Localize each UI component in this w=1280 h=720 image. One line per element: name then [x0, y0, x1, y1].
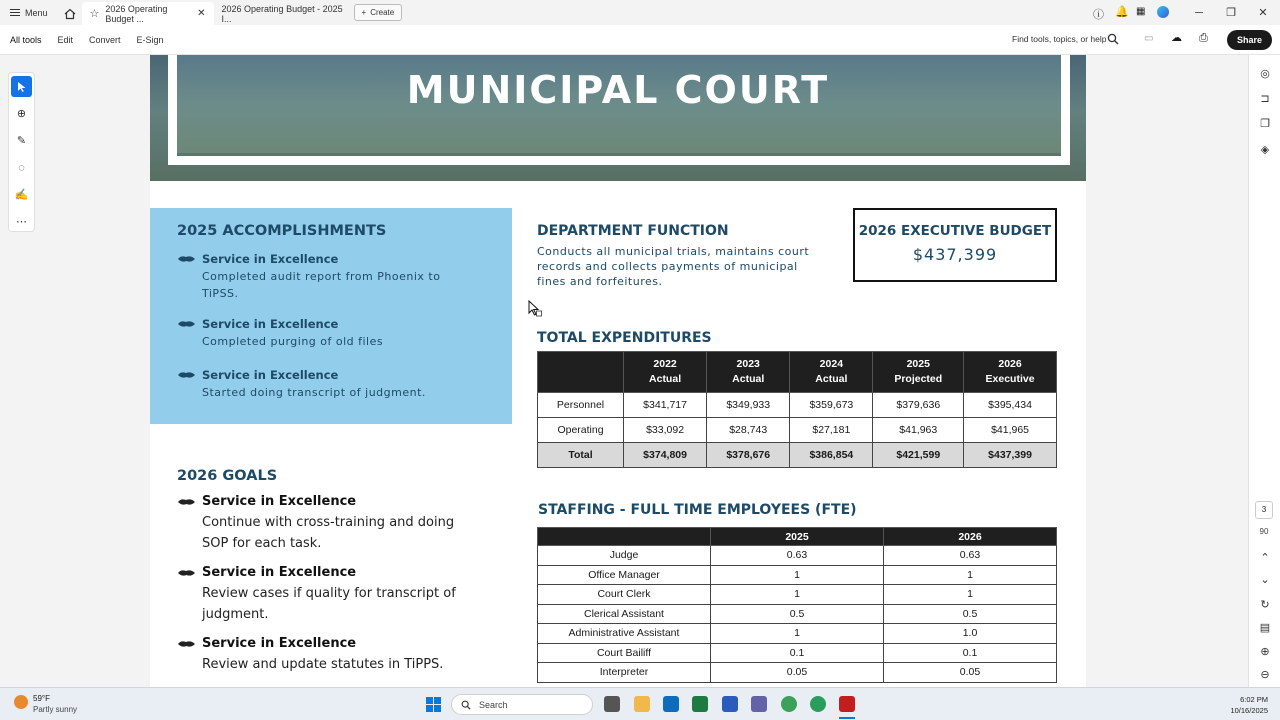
star-icon: ☆	[89, 8, 100, 20]
goal-desc: Review and update statutes in TiPPS.	[202, 657, 444, 672]
tab-label: Convert	[89, 34, 121, 45]
table-cell: 0.63	[884, 546, 1057, 566]
help-icon[interactable]: ⓘ	[1093, 9, 1104, 21]
tab-operating-budget[interactable]	[82, 2, 214, 25]
table-cell: $341,717	[624, 393, 707, 418]
table-row	[538, 565, 1057, 585]
table-cell: $374,809	[624, 443, 707, 468]
select-tool-button[interactable]	[11, 76, 32, 97]
mouse-cursor-icon	[528, 300, 542, 318]
staffing-heading: STAFFING - FULL TIME EMPLOYEES (FTE)	[538, 502, 857, 518]
accomplishment-item	[177, 317, 497, 350]
table-header: 2026	[884, 528, 1057, 546]
executive-budget-box	[853, 208, 1057, 282]
chevron-down-icon[interactable]: ⌄	[1260, 574, 1270, 586]
word-icon[interactable]	[722, 696, 738, 712]
tab-label: All tools	[10, 34, 42, 45]
staffing-table	[537, 527, 1057, 683]
goal-item	[177, 636, 497, 675]
row-label: Operating	[538, 418, 624, 443]
chrome-icon[interactable]	[810, 696, 826, 712]
tab-edit[interactable]	[50, 25, 82, 55]
department-function-text	[537, 244, 837, 289]
notification-bell-icon[interactable]: 🔔	[1115, 6, 1129, 18]
refresh-icon[interactable]: ↻	[1260, 599, 1270, 611]
goal-item	[177, 494, 497, 554]
pencil-icon: ✎	[16, 135, 27, 147]
handshake-icon	[177, 568, 196, 578]
print-icon[interactable]: ⎙	[1199, 32, 1208, 44]
clock-time: 6:02 PM	[1240, 695, 1268, 704]
row-label: Office Manager	[538, 565, 711, 585]
zoom-comment-icon: ⊕	[16, 108, 27, 120]
table-cell: $421,599	[873, 443, 964, 468]
more-tools-button[interactable]	[11, 211, 32, 232]
tool-rail	[8, 72, 35, 232]
handshake-icon	[177, 497, 196, 507]
table-row	[538, 643, 1057, 663]
page-number-input[interactable]: 3	[1255, 501, 1273, 519]
search-icon	[461, 700, 471, 710]
goal-item	[177, 565, 497, 625]
tab-label: E-Sign	[136, 34, 164, 45]
close-tab-icon[interactable]: ✕	[197, 8, 206, 19]
table-row-total	[538, 443, 1057, 468]
table-row	[538, 663, 1057, 683]
hamburger-icon	[10, 9, 20, 16]
goal-title: Service in Excellence	[202, 636, 357, 651]
browser-tab-bar	[0, 0, 1280, 25]
table-header: 2025	[711, 528, 884, 546]
table-cell: 0.1	[711, 643, 884, 663]
find-tools-search[interactable]: Find tools, topics, or help	[1012, 34, 1107, 44]
table-cell: 1	[884, 585, 1057, 605]
table-row	[538, 393, 1057, 418]
table-cell: $41,963	[873, 418, 964, 443]
table-row	[538, 624, 1057, 644]
minimize-button[interactable]: ─	[1195, 6, 1203, 19]
comment-icon[interactable]: ◎	[1260, 68, 1270, 80]
accomplishment-title: Service in Excellence	[202, 252, 339, 266]
table-cell: $378,676	[707, 443, 790, 468]
clock-date: 10/16/2025	[1230, 706, 1268, 715]
create-button[interactable]	[354, 4, 403, 21]
search-label: Search	[479, 699, 508, 710]
table-cell: $41,965	[964, 418, 1057, 443]
accomplishment-item	[177, 252, 497, 302]
page-count: 90	[1259, 527, 1269, 536]
accomplishment-desc: Started doing transcript of judgment.	[202, 386, 426, 399]
weather-icon[interactable]	[14, 695, 28, 709]
tab-convert[interactable]	[81, 25, 129, 55]
table-cell: $28,743	[707, 418, 790, 443]
table-cell: 1	[711, 585, 884, 605]
tab-label: 2026 Operating Budget ...	[105, 3, 168, 24]
more-icon: ⋯	[16, 216, 27, 228]
function-line: Conducts all municipal trials, maintains court	[537, 245, 810, 258]
accomplishment-title: Service in Excellence	[202, 368, 339, 382]
table-row	[538, 418, 1057, 443]
goals-heading: 2026 GOALS	[177, 468, 278, 484]
accomplishment-desc: TiPSS.	[202, 287, 239, 300]
sign-tool-button[interactable]	[11, 184, 32, 205]
table-cell: $359,673	[790, 393, 873, 418]
cursor-arrow-icon	[17, 81, 27, 93]
table-cell: 1	[884, 565, 1057, 585]
table-header: 2024 Actual	[790, 352, 873, 393]
chevron-up-icon[interactable]: ⌃	[1260, 552, 1270, 564]
table-cell: 1	[711, 624, 884, 644]
accomplishments-panel	[150, 208, 512, 424]
document-icon[interactable]: ▤	[1259, 622, 1271, 634]
task-view-icon[interactable]	[604, 696, 620, 712]
table-cell: 1	[711, 565, 884, 585]
close-window-button[interactable]: ✕	[1258, 7, 1268, 19]
restore-button[interactable]: ❐	[1226, 7, 1236, 19]
right-panel-rail	[1248, 55, 1280, 687]
table-cell: 0.05	[884, 663, 1057, 683]
table-cell: $386,854	[790, 443, 873, 468]
menu-button[interactable]	[0, 0, 58, 25]
goal-desc: SOP for each task.	[202, 536, 322, 551]
tab-label: 2026 Operating Budget - 2025 I...	[221, 3, 343, 24]
table-header: 2023 Actual	[707, 352, 790, 393]
table-row	[538, 604, 1057, 624]
executive-budget-amount: $437,399	[912, 245, 998, 264]
taskbar-search[interactable]	[451, 694, 593, 715]
handshake-icon	[177, 639, 196, 649]
acrobat-toolbar	[0, 25, 1280, 55]
profile-avatar-icon[interactable]	[1157, 6, 1169, 18]
apps-grid-icon[interactable]: ▦	[1136, 6, 1146, 17]
lasso-tool-button[interactable]	[11, 157, 32, 178]
tab-operating-budget-2025[interactable]	[214, 2, 354, 25]
tab-label: Edit	[57, 34, 74, 45]
zoom-in-icon[interactable]: ⊕	[1260, 646, 1270, 658]
handshake-icon	[177, 370, 196, 380]
acrobat-icon[interactable]	[839, 696, 855, 712]
zoom-tool-button[interactable]	[11, 103, 32, 124]
table-cell: $437,399	[964, 443, 1057, 468]
windows-start-icon[interactable]	[426, 697, 441, 712]
table-cell: 0.5	[711, 604, 884, 624]
handshake-icon	[177, 319, 196, 329]
function-line: fines and forfeitures.	[537, 275, 663, 288]
search-icon[interactable]	[1107, 33, 1119, 45]
weather-desc: Partly sunny	[33, 705, 78, 714]
total-expenditures-heading: TOTAL EXPENDITURES	[537, 330, 712, 346]
create-label: Create	[370, 8, 395, 17]
table-row	[538, 546, 1057, 566]
save-icon[interactable]: ▭	[1144, 33, 1154, 44]
upload-cloud-icon[interactable]: ☁	[1171, 32, 1182, 44]
row-label: Administrative Assistant	[538, 624, 711, 644]
plus-icon: +	[361, 8, 367, 17]
table-cell: 0.5	[884, 604, 1057, 624]
accomplishment-desc: Completed purging of old files	[202, 335, 384, 348]
row-label: Judge	[538, 546, 711, 566]
table-cell: $27,181	[790, 418, 873, 443]
signature-icon: ✍	[14, 189, 29, 201]
table-cell: 0.05	[711, 663, 884, 683]
table-cell: $379,636	[873, 393, 964, 418]
tab-e-sign[interactable]	[129, 25, 172, 55]
menu-label: Menu	[25, 7, 48, 18]
table-cell: 0.1	[884, 643, 1057, 663]
excel-icon[interactable]	[692, 696, 708, 712]
goal-title: Service in Excellence	[202, 565, 357, 580]
bookmark-icon[interactable]: ⊐	[1260, 93, 1270, 105]
row-label: Personnel	[538, 393, 624, 418]
row-label: Court Bailiff	[538, 643, 711, 663]
table-cell: $33,092	[624, 418, 707, 443]
function-line: records and collects payments of municipal	[537, 260, 798, 273]
pdf-page	[150, 55, 1086, 687]
goal-desc: Continue with cross-training and doing	[202, 515, 455, 530]
row-label: Total	[538, 443, 624, 468]
tab-all-tools[interactable]	[0, 25, 50, 55]
table-header-blank	[538, 528, 711, 546]
table-header-blank	[538, 352, 624, 393]
goal-desc: Review cases if quality for transcript of	[202, 586, 456, 601]
draw-tool-button[interactable]	[11, 130, 32, 151]
weather-temp: 59°F	[33, 694, 50, 703]
share-button[interactable]: Share	[1227, 30, 1272, 50]
active-app-indicator	[839, 717, 855, 719]
department-function-heading: DEPARTMENT FUNCTION	[537, 223, 729, 239]
row-label: Clerical Assistant	[538, 604, 711, 624]
document-viewport[interactable]	[0, 55, 1248, 687]
table-row	[538, 585, 1057, 605]
file-explorer-icon[interactable]	[634, 696, 650, 712]
table-cell: $395,434	[964, 393, 1057, 418]
table-cell: 1.0	[884, 624, 1057, 644]
goal-desc: judgment.	[202, 607, 269, 622]
expenditures-table	[537, 351, 1057, 468]
row-label: Interpreter	[538, 663, 711, 683]
layers-icon[interactable]: ◈	[1260, 144, 1270, 156]
table-header: 2026 Executive	[964, 352, 1057, 393]
outlook-icon[interactable]	[663, 696, 679, 712]
app-icon[interactable]	[781, 696, 797, 712]
row-label: Court Clerk	[538, 585, 711, 605]
accomplishments-heading: 2025 ACCOMPLISHMENTS	[177, 223, 387, 239]
zoom-out-icon[interactable]: ⊖	[1260, 669, 1270, 681]
table-header: 2025 Projected	[873, 352, 964, 393]
executive-budget-heading: 2026 EXECUTIVE BUDGET	[858, 223, 1052, 239]
table-cell: $349,933	[707, 393, 790, 418]
accomplishment-item	[177, 368, 497, 401]
accomplishment-title: Service in Excellence	[202, 317, 339, 331]
table-cell: 0.63	[711, 546, 884, 566]
home-button[interactable]	[58, 2, 82, 25]
lasso-icon: ◌	[18, 161, 25, 174]
handshake-icon	[177, 254, 196, 264]
teams-icon[interactable]	[751, 696, 767, 712]
table-header: 2022 Actual	[624, 352, 707, 393]
home-icon	[64, 8, 76, 20]
pages-icon[interactable]: ❐	[1260, 118, 1270, 130]
windows-taskbar	[0, 687, 1280, 720]
goal-title: Service in Excellence	[202, 494, 357, 509]
accomplishment-desc: Completed audit report from Phoenix to	[202, 270, 441, 283]
page-title: MUNICIPAL COURT	[406, 68, 830, 112]
